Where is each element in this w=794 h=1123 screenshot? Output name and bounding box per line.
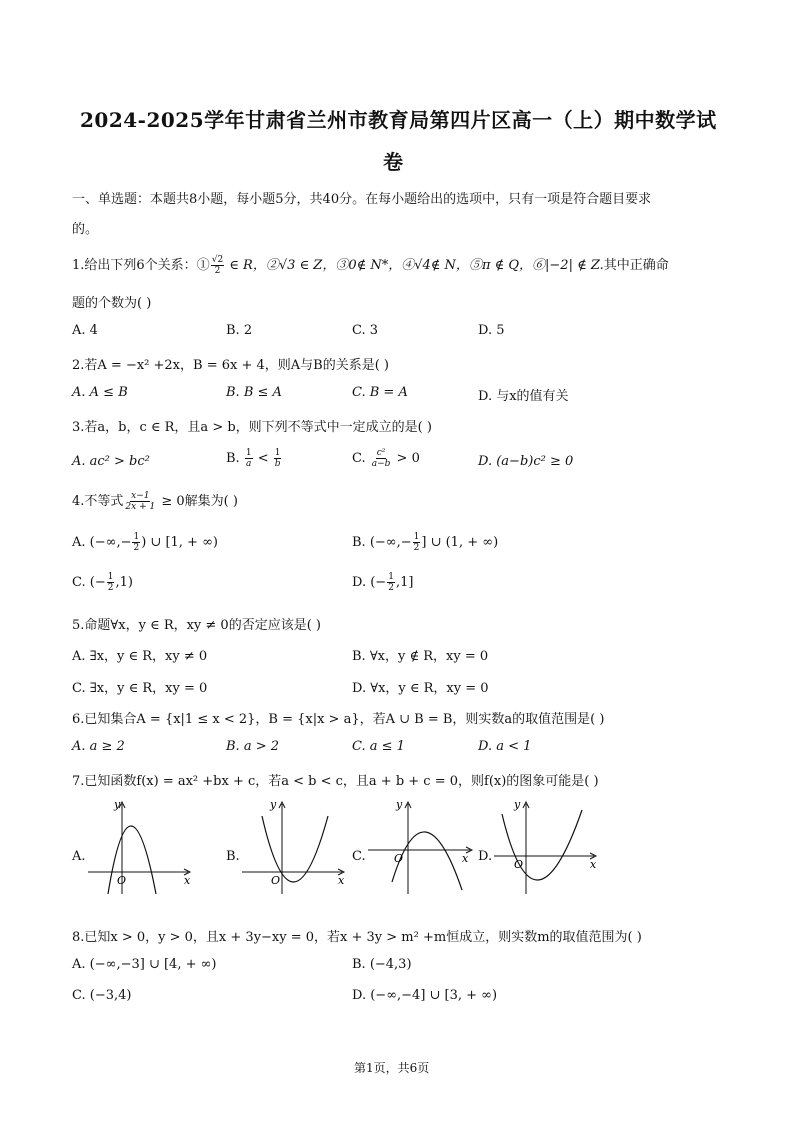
q3-option-c xyxy=(352,448,420,469)
q1-c1-num: √2 xyxy=(211,255,224,265)
q7-a-y-label: y xyxy=(114,798,121,811)
q4-b-n: 1 xyxy=(413,532,420,542)
q8-option-a: A. (−∞,−3] ∪ [4, + ∞) xyxy=(72,957,217,972)
q7-option-d-label: D. xyxy=(478,849,493,864)
q7-d-y-label: y xyxy=(514,798,521,811)
q4-prefix: 4.不等式 xyxy=(72,494,124,509)
q1-prefix: 1.给出下列6个关系： xyxy=(72,258,197,273)
question-7-stem: 7.已知函数f(x) = ax² +bx + c，若a < b < c，且a + b + c = 0，则f(x)的图象可能是( ) xyxy=(72,774,599,789)
q2-option-b: B. B ≤ A xyxy=(226,385,282,400)
q5-option-c: C. ∃x，y ∈ R，xy = 0 xyxy=(72,681,208,696)
q3-option-a: A. ac² > bc² xyxy=(72,454,150,469)
q3-b-frac2-num: 1 xyxy=(274,448,281,458)
q1-c1-rest: ∈ R， xyxy=(225,258,266,273)
q2-option-a: A. A ≤ B xyxy=(72,385,128,400)
q1-c3: ③0∉ N*， xyxy=(335,258,402,273)
q4-b-pre: B. (−∞,− xyxy=(352,535,412,550)
q3-b-frac1 xyxy=(245,448,253,469)
q4-frac-num: x−1 xyxy=(131,491,150,501)
question-3-stem: 3.若a，b，c ∈ R，且a > b，则下列不等式中一定成立的是( ) xyxy=(72,420,432,435)
q7-d-origin: O xyxy=(514,858,524,871)
q7-b-origin: O xyxy=(271,874,281,887)
q1-c1: ① xyxy=(196,258,210,273)
page-footer: 第1页，共6页 xyxy=(354,1061,430,1075)
q7-d-x-label: x xyxy=(590,858,597,871)
question-2-stem: 2.若A = −x² +2x，B = 6x + 4，则A与B的关系是( ) xyxy=(72,358,389,373)
q3-b-prefix: B. xyxy=(226,451,244,466)
q1-c6: ⑥|−2| ∉ Z. xyxy=(532,258,604,273)
section-header-line2: 的。 xyxy=(72,222,99,237)
q4-c-d: 2 xyxy=(107,583,114,593)
q7-c-x-label: x xyxy=(462,852,469,865)
q1-c1-fraction xyxy=(211,255,224,276)
q4-d-pre: D. (− xyxy=(352,575,387,590)
q3-option-b xyxy=(226,448,283,469)
q4-a-frac xyxy=(132,532,140,553)
q4-option-d xyxy=(352,572,413,593)
q3-b-frac1-den: a xyxy=(246,459,252,469)
q4-c-pre: C. (− xyxy=(72,575,106,590)
q1-option-b: B. 2 xyxy=(226,323,253,338)
q3-c-frac-num: c² xyxy=(376,448,386,458)
q7-c-origin: O xyxy=(394,852,404,865)
q7-graph-a xyxy=(86,798,196,898)
q4-b-frac xyxy=(413,532,421,553)
q8-option-b: B. (−4,3) xyxy=(352,957,412,972)
question-1-line2: 题的个数为( ) xyxy=(72,296,152,311)
q5-option-b: B. ∀x，y ∉ R，xy = 0 xyxy=(352,649,489,664)
question-6-stem: 6.已知集合A = {x|1 ≤ x < 2}，B = {x|x > a}，若A ∪ B = B，则实数a的取值范围是( ) xyxy=(72,712,605,727)
q4-d-d: 2 xyxy=(388,583,394,593)
q4-c-post: ,1) xyxy=(115,575,133,590)
q7-a-origin: O xyxy=(117,874,127,887)
q3-c-frac xyxy=(371,448,392,469)
q1-option-c: C. 3 xyxy=(352,323,379,338)
q4-c-n: 1 xyxy=(107,572,114,582)
q4-a-pre: A. (−∞,− xyxy=(72,535,132,550)
q4-option-c xyxy=(72,572,133,593)
question-4-stem xyxy=(72,490,238,512)
q1-suffix: 其中正确命 xyxy=(603,258,669,273)
page-title-line1: 2024-2025学年甘肃省兰州市教育局第四片区高一（上）期中数学试 xyxy=(80,108,717,132)
q1-c4: ④√4∉ N， xyxy=(401,258,469,273)
q7-b-x-label: x xyxy=(338,874,345,887)
q4-b-d: 2 xyxy=(413,543,420,553)
q7-c-y-label: y xyxy=(396,798,403,811)
question-8-stem: 8.已知x > 0，y > 0，且x + 3y−xy = 0，若x + 3y > m² +m恒成立，则实数m的取值范围为( ) xyxy=(72,930,642,945)
q4-c-frac xyxy=(107,572,115,593)
q3-c-rest: > 0 xyxy=(392,451,420,466)
q4-d-frac xyxy=(387,572,395,593)
q7-graph-b xyxy=(240,798,350,898)
q4-suffix: ≥ 0解集为( ) xyxy=(157,494,238,509)
q3-option-d: D. (a−b)c² ≥ 0 xyxy=(478,454,574,469)
q4-a-d: 2 xyxy=(133,543,140,553)
q4-d-post: ,1] xyxy=(395,575,414,590)
q4-a-post: ) ∪ [1, + ∞) xyxy=(141,535,218,550)
q4-d-n: 1 xyxy=(388,572,394,582)
q6-option-a: A. a ≥ 2 xyxy=(72,739,125,754)
q7-option-a-label: A. xyxy=(72,849,86,864)
q2-option-c: C. B = A xyxy=(352,385,408,400)
q3-c-prefix: C. xyxy=(352,451,370,466)
q2-option-d: D. 与x的值有关 xyxy=(478,389,569,404)
q1-option-d: D. 5 xyxy=(478,323,505,338)
question-1-stem xyxy=(72,254,669,276)
q7-b-y-label: y xyxy=(270,798,277,811)
q6-option-b: B. a > 2 xyxy=(226,739,279,754)
q1-c2: ②√3 ∈ Z， xyxy=(265,258,336,273)
page-title-line2: 卷 xyxy=(383,150,404,174)
q5-option-d: D. ∀x，y ∈ R，xy = 0 xyxy=(352,681,489,696)
section-header-line1: 一、单选题：本题共8小题，每小题5分，共40分。在每小题给出的选项中，只有一项是符合题目要求 xyxy=(72,192,652,207)
q1-c1-den: 2 xyxy=(214,266,221,276)
q6-option-d: D. a < 1 xyxy=(478,739,532,754)
q7-a-parabola xyxy=(108,826,156,894)
q4-frac-den: 2x + 1 xyxy=(125,502,156,512)
q7-a-x-label: x xyxy=(184,874,191,887)
q7-option-b-label: B. xyxy=(226,849,240,864)
q4-option-b xyxy=(352,532,498,553)
q4-a-n: 1 xyxy=(133,532,140,542)
q8-option-d: D. (−∞,−4] ∪ [3, + ∞) xyxy=(352,988,498,1003)
q6-option-c: C. a ≤ 1 xyxy=(352,739,405,754)
q7-option-c-label: C. xyxy=(352,849,366,864)
q3-c-frac-den: a−b xyxy=(371,459,391,469)
q3-b-frac1-num: 1 xyxy=(245,448,252,458)
q4-fraction xyxy=(124,491,156,512)
q1-option-a: A. 4 xyxy=(72,323,98,338)
q5-option-a: A. ∃x，y ∈ R，xy ≠ 0 xyxy=(72,649,208,664)
q4-b-post: ] ∪ (1, + ∞) xyxy=(421,535,499,550)
q1-c5: ⑤π ∉ Q， xyxy=(468,258,533,273)
q3-b-frac2 xyxy=(274,448,282,469)
q3-b-frac2-den: b xyxy=(274,459,281,469)
q7-graph-c xyxy=(366,798,476,898)
q7-graph-d xyxy=(492,798,602,898)
q4-option-a xyxy=(72,532,218,553)
question-5-stem: 5.命题∀x，y ∈ R，xy ≠ 0的否定应该是( ) xyxy=(72,618,321,633)
q3-b-rel: < xyxy=(253,451,273,466)
q8-option-c: C. (−3,4) xyxy=(72,988,132,1003)
